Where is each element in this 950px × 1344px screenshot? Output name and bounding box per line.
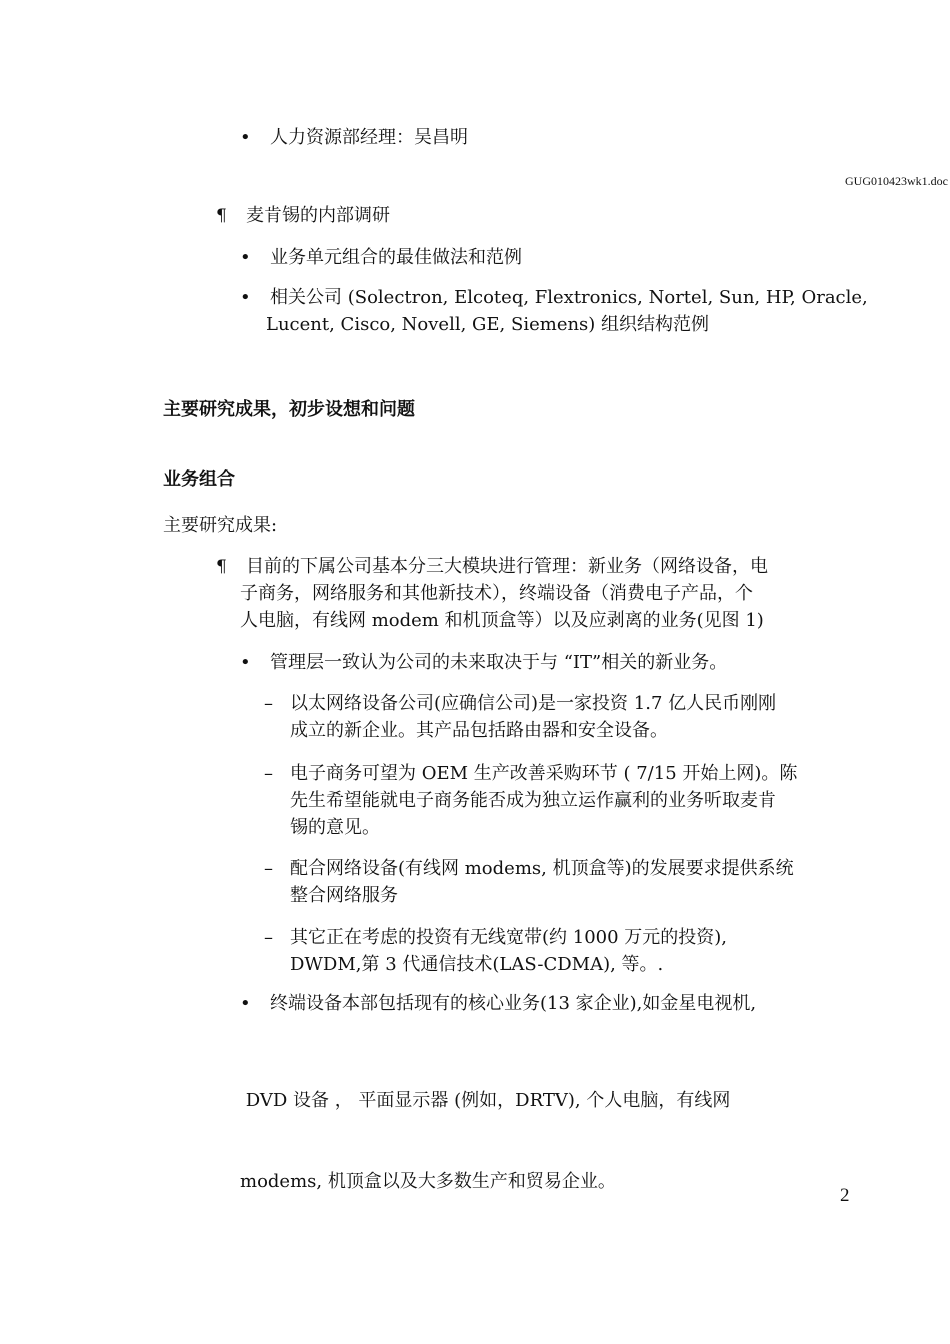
- dash-icon: –: [264, 927, 273, 948]
- paragraph-mark-icon: ¶: [216, 557, 227, 577]
- dash-icon: –: [264, 693, 273, 714]
- finding-line-3: 人电脑，有线网 modem 和机顶盒等）以及应剥离的业务(见图 1): [240, 610, 764, 631]
- research-item-best-practice: 业务单元组合的最佳做法和范例: [270, 247, 522, 268]
- dash-item-other-investments-line-2: DWDM,第 3 代通信技术(LAS-CDMA), 等。.: [290, 954, 664, 975]
- paragraph-mark-icon: ¶: [216, 206, 227, 226]
- findings-label: 主要研究成果:: [163, 515, 278, 536]
- bullet-it-business: 管理层一致认为公司的未来取决于与 “IT”相关的新业务。: [270, 652, 728, 673]
- dash-item-network-services-line-2: 整合网络服务: [290, 885, 398, 906]
- page-number: 2: [840, 1185, 850, 1206]
- terminal-continuation-line-1: DVD 设备 ， 平面显示器 (例如，DRTV), 个人电脑，有线网: [240, 1090, 731, 1111]
- bullet-terminal-equipment: 终端设备本部包括现有的核心业务(13 家企业),如金星电视机,: [270, 993, 757, 1014]
- bullet-dot-icon: •: [240, 287, 251, 308]
- research-item-companies-line-1: 相关公司 (Solectron, Elcoteq, Flextronics, Nortel, Sun, HP, Oracle,: [270, 287, 868, 308]
- dash-item-ethernet-line-1: 以太网络设备公司(应确信公司)是一家投资 1.7 亿人民币刚刚: [290, 693, 777, 714]
- dash-item-ethernet-line-2: 成立的新企业。其产品包括路由器和安全设备。: [290, 720, 668, 741]
- internal-research-title: 麦肯锡的内部调研: [246, 205, 390, 226]
- research-item-companies: [266, 284, 868, 338]
- dash-item-ecommerce-line-2: 先生希望能就电子商务能否成为独立运作赢利的业务听取麦肯: [290, 790, 776, 811]
- bullet-dot-icon: •: [240, 652, 251, 673]
- bullet-dot-icon: •: [240, 127, 251, 148]
- finding-line-2: 子商务，网络服务和其他新技术），终端设备（消费电子产品，个: [240, 583, 753, 604]
- section-subheading: 业务组合: [163, 469, 235, 490]
- dash-icon: –: [264, 858, 273, 879]
- dash-item-other-investments-line-1: 其它正在考虑的投资有无线宽带(约 1000 万元的投资),: [290, 927, 728, 948]
- bullet-dot-icon: •: [240, 993, 251, 1014]
- research-item-companies-line-2: Lucent, Cisco, Novell, GE, Siemens) 组织结构范例: [266, 314, 710, 335]
- bullet-dot-icon: •: [240, 247, 251, 268]
- terminal-continuation-line-2: modems, 机顶盒以及大多数生产和贸易企业。: [240, 1171, 616, 1192]
- dash-icon: –: [264, 763, 273, 784]
- document-id: GUG010423wk1.doc: [845, 174, 948, 188]
- finding-line-1: 目前的下属公司基本分三大模块进行管理：新业务（网络设备，电: [246, 556, 768, 577]
- dash-item-ethernet: [290, 690, 776, 744]
- section-heading: 主要研究成果，初步设想和问题: [163, 399, 415, 420]
- dash-item-ecommerce-line-3: 锡的意见。: [290, 817, 380, 838]
- dash-item-network-services: [290, 855, 794, 909]
- dash-item-ecommerce-line-1: 电子商务可望为 OEM 生产改善采购环节 ( 7/15 开始上网)。陈: [290, 763, 798, 784]
- finding-paragraph: [240, 553, 768, 634]
- dash-item-ecommerce: [290, 760, 797, 841]
- hr-manager-line: 人力资源部经理：吴昌明: [270, 127, 468, 148]
- dash-item-other-investments: [290, 924, 727, 978]
- terminal-continuation: [240, 1033, 730, 1249]
- dash-item-network-services-line-1: 配合网络设备(有线网 modems, 机顶盒等)的发展要求提供系统: [290, 858, 794, 879]
